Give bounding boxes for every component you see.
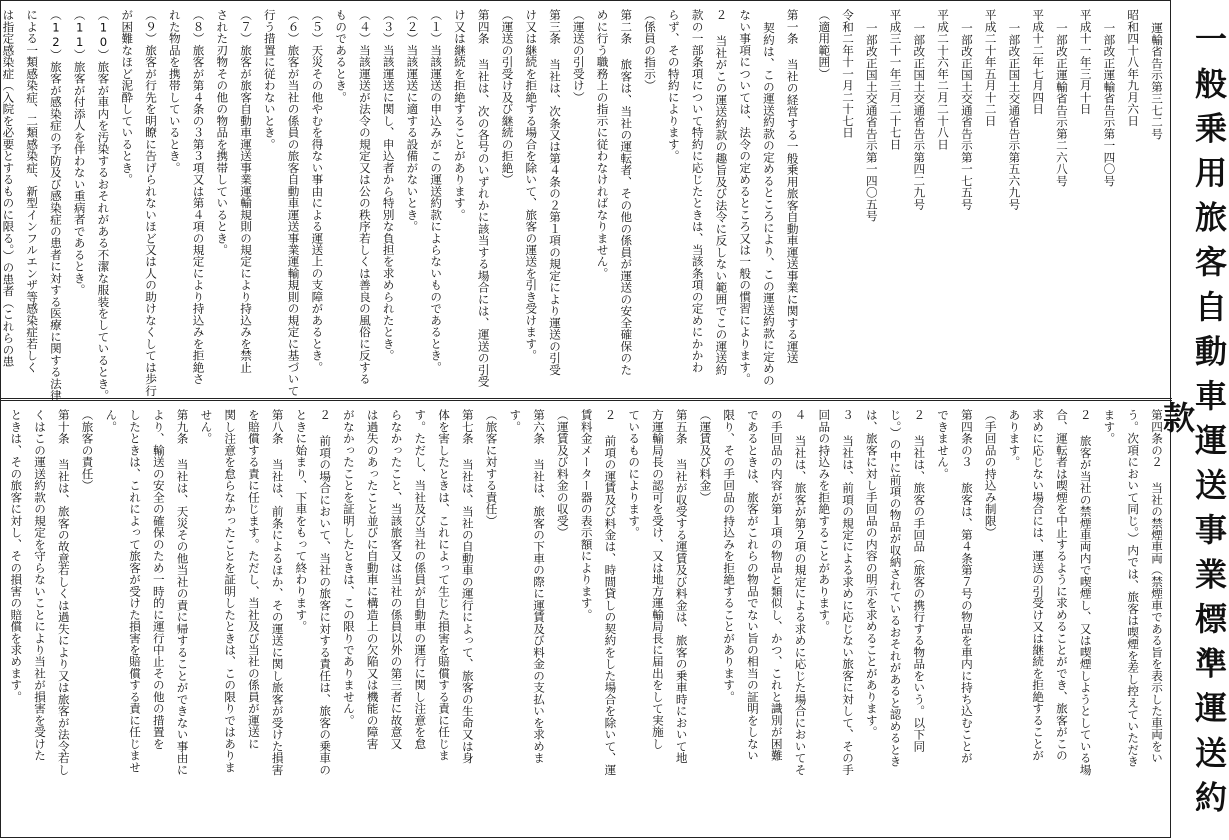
section-heading: （運賃及び料金の収受） [555, 409, 570, 539]
section-heading: （運送の引受け） [571, 9, 586, 103]
document-title: 一般乗用旅客自動車運送事業標準運送約款 [1158, 21, 1228, 825]
text-line: より、輸送の安全の確保のため一時的に運行中止その他の措置を [151, 409, 166, 750]
bottom-text-panel [9, 409, 1162, 833]
text-line: （６）旅客が当社の係員の旅客自動車運送事業運輸規則の規定に基づいて [286, 9, 301, 397]
section-heading: （旅客に対する責任） [484, 409, 499, 527]
text-line: （２）当該運送に適する設備がないとき。 [405, 9, 420, 233]
text-line: 求めに応じない場合には、運送の引受け又は継続を拒絶することが [1031, 409, 1046, 762]
text-line: らず、その特約によります。 [666, 9, 681, 162]
text-line: したときは、これによって旅客が受けた損害を賠償する責に任じませ [128, 409, 143, 773]
text-line: が困難なほど泥酔しているとき。 [120, 9, 135, 186]
text-line: （旅客の責任） [80, 409, 95, 492]
text-line: がなかったことを証明したときは、この限りでありません。 [341, 409, 356, 726]
text-line: ２ 前項の運賃及び料金は、時間貸しの契約をした場合を除いて、運 [603, 409, 618, 776]
text-line: 平成三十一年三月二十七日 [888, 9, 903, 150]
text-line: 第五条 当社が収受する運賃及び料金は、旅客の乗車時において地 [674, 409, 689, 764]
text-line: （10）旅客が車内を汚染するおそれがある不潔な服装をしているとき。 [96, 9, 111, 402]
text-line: せん。 [199, 409, 214, 445]
text-line: くはこの運送約款の規定を守らないことにより当社が損害を受けた [33, 409, 48, 762]
text-line: （11）旅客が付添人を伴わない重病者であるとき。 [72, 9, 87, 296]
text-line: ない事項については、法令の定めるところ又は一般の慣習によります。 [738, 9, 753, 385]
section-heading: （運送の引受け及び継続の拒絶） [500, 9, 515, 186]
text-line: （８）旅客が第４条の３第３項又は第４項の規定により持込みを拒絶さ [191, 9, 206, 385]
text-line: 第七条 当社は、当社の自動車の運行によって、旅客の生命又は身 [460, 409, 475, 764]
text-line: す。ただし、当社及び当社の係員が自動車の運行に関し注意を怠 [413, 409, 428, 750]
text-line: 一部改正国土交通省告示第一四〇五号 [864, 22, 879, 222]
text-line: 款の一部条項について特約に応じたときは、当該条項の定めにかかわ [690, 9, 705, 373]
text-line: 一部改正国土交通省告示第四二九号 [912, 22, 927, 210]
text-line: （１）当該運送の申込みがこの運送約款によらないものであるとき。 [429, 9, 444, 373]
text-line: ものであるとき。 [334, 9, 349, 103]
text-line: す。 [508, 409, 523, 433]
text-line: できません。 [936, 409, 951, 480]
text-line: は、旅客に対し手回品の内容の明示を求めることがあります。 [864, 409, 879, 738]
text-line: 第二条 旅客は、当社の運転者、その他の係員が運送の安全確保のた [619, 9, 634, 376]
text-line: 平成二十年五月十二日 [983, 9, 998, 127]
text-line: ときは、その旅客に対し、その損害の賠償を求めます。 [9, 409, 24, 703]
text-line: 平成十二年七月四日 [1031, 9, 1046, 115]
text-line: ん。 [104, 409, 119, 433]
text-line: された刃物その他の物品を携帯しているとき。 [215, 9, 230, 256]
text-line: 合、運転者は喫煙を中止するように求めることができ、旅客がこの [1054, 409, 1069, 762]
text-line: 一部改正運輸省告示第二六八号 [1054, 22, 1069, 187]
text-line: れた物品を携帯しているとき。 [167, 9, 182, 174]
text-line: 第四条 当社は、次の各号のいずれかに該当する場合には、運送の引受 [476, 9, 491, 388]
text-line: 平成十一年三月十日 [1078, 9, 1093, 115]
text-line: 限り、その手回品の持込みを拒絶することがあります。 [722, 409, 737, 703]
text-line: の手回品の内容が第１項の物品と類似し、かつ、これと識別が困難 [769, 409, 784, 762]
text-line: け又は継続を拒絶する場合を除いて、旅客の運送を引き受けます。 [524, 9, 539, 362]
section-heading: 第十条 当社は、旅客の故意若しくは過失により又は旅客が法令若し [56, 409, 71, 776]
text-line: 第四条の２ 当社の禁煙車両（禁煙車である旨を表示した車両をい [1150, 409, 1164, 764]
text-line: 一部改正運輸省告示第一四〇号 [1102, 22, 1117, 187]
text-line: け又は継続を拒絶することがあります。 [452, 9, 467, 221]
section-heading: （運賃及び料金） [698, 409, 713, 503]
top-text-panel [1, 9, 1164, 402]
text-line: 運輸省告示第三七二号 [1150, 22, 1164, 140]
text-line: あります。 [1007, 409, 1022, 468]
text-line: （７）旅客が旅客自動車運送事業運輸規則の規定により持込みを禁止 [239, 9, 254, 373]
text-line: 第四条の３ 旅客は、第４条第７号の物品を車内に持ち込むことが [959, 409, 974, 764]
text-line: ２ 前項の場合において、当社の旅客に対する責任は、旅客の乗車の [318, 409, 333, 776]
text-line: じ。）の中に前項の物品が収納されているおそれがあると認めるとき [888, 409, 903, 768]
text-line: ２ 当社がこの運送約款の趣旨及び法令に反しない範囲でこの運送約 [714, 9, 729, 376]
text-line: らなかったこと、当該旅客又は当社の係員以外の第三者に故意又 [389, 409, 404, 750]
text-line: めに行う職務上の指示に従わなければなりません。 [595, 9, 610, 280]
text-line: ３ 当社は、前項の規定による求めに応じない旅客に対して、その手 [841, 409, 856, 776]
text-line: 契約は、この運送約款の定めるところにより、この運送約款に定めの [761, 22, 776, 386]
text-line: 方運輸局長の認可を受け、又は地方運輸局長に届出をして実施し [650, 409, 665, 750]
section-heading: （適用範囲） [817, 9, 832, 80]
text-line: による一類感染症、二類感染症、新型インフルエンザ等感染症若しく [25, 9, 40, 373]
text-line: ときに始まり、下車をもって終わります。 [294, 409, 309, 633]
text-line: （４）当該運送が法令の規定又は公の秩序若しくは善良の風俗に反する [357, 9, 372, 385]
text-line: 第九条 当社は、天災その他当社の責に帰することができない事由に [175, 409, 190, 776]
text-line: う。次項において同じ。）内では、旅客は喫煙を差し控えていただき [1126, 409, 1141, 768]
text-line: 関し注意を怠らなかったことを証明したときは、この限りではありま [223, 409, 238, 773]
text-line: 一部改正国土交通省告示第一七五号 [959, 22, 974, 210]
text-line: 平成二十六年二月二十八日 [936, 9, 951, 150]
text-line: 行う措置に従わないとき。 [262, 9, 277, 150]
section-heading: （係員の指示） [643, 9, 658, 92]
text-line: 令和二年十一月二十七日 [841, 9, 856, 139]
text-line: ２ 当社は、旅客の手回品（旅客の携行する物品をいう。以下同 [912, 409, 927, 752]
text-line: （12）旅客が感染症の予防及び感染症の患者に対する医療に関する法律 [48, 9, 63, 402]
text-line: 昭和四十八年九月六日 [1126, 9, 1141, 127]
text-line: を賠償する責に任じます。ただし、当社及び当社の係員が運送に [246, 409, 261, 750]
text-line: （５）天災その他やむを得ない事由による運送上の支障があるとき。 [310, 9, 325, 373]
section-divider [1, 398, 1172, 401]
text-line: 第一条 当社の経営する一般乗用旅客自動車運送事業に関する運送 [785, 9, 800, 364]
text-line: 第六条 当社は、旅客の下車の際に運賃及び料金の支払いを求めま [532, 409, 547, 764]
text-line: ２ 旅客が当社の禁煙車両内で喫煙し、又は喫煙しようとしている場 [1078, 409, 1093, 776]
text-line: 回品の持込みを拒絶することがあります。 [817, 409, 832, 633]
text-line: 賃料金メーター器の表示額によります。 [579, 409, 594, 621]
text-line: （３）当該運送に関し、申込者から特別な負担を求められたとき。 [381, 9, 396, 362]
text-line: ４ 当社は、旅客が第２項の規定による求めに応じた場合においてそ [793, 409, 808, 776]
text-line: ます。 [1102, 409, 1117, 445]
text-line: ているものによります。 [627, 409, 642, 539]
text-line: 第八条 当社は、前条によるほか、その運送に関し旅客が受けた損害 [270, 409, 285, 776]
text-line: 第三条 当社は、次条又は第４条の２第１項の規定により運送の引受 [548, 9, 563, 376]
text-line: は過失のあったこと並びに自動車に構造上の欠陥又は機能の障害 [365, 409, 380, 750]
text-line: （９）旅客が行先を明瞭に告げられないほど又は人の助けなくしては歩行 [144, 9, 159, 397]
text-line: 体を害したときは、これによって生じた損害を賠償する責に任じま [437, 409, 452, 762]
text-line: は指定感染症（入院を必要とするものに限る。）の患者（これらの患 [1, 9, 16, 368]
section-heading: （手回品の持込み制限） [983, 409, 998, 539]
text-line: であるときは、旅客がこれらの物品でない旨の相当の証明をしない [745, 409, 760, 762]
text-line: 一部改正国土交通省告示第五六九号 [1007, 22, 1022, 210]
